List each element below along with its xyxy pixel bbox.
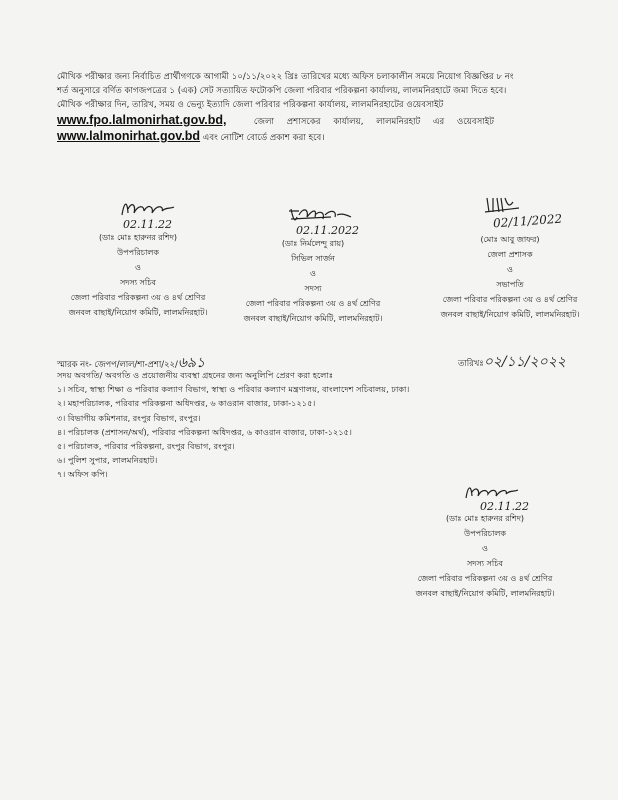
left-signatory-committee-1: জেলা পরিবার পরিকল্পনা ৩য় ও ৪র্থ শ্রেণির [70,293,206,302]
distribution-list [57,368,537,482]
para-line-2: শর্ত অনুসারে বর্ণিত কাগজপত্রের ১ (এক) সেট সত্যায়িত ফটোকপি জেলা পরিবার পরিকল্পনা কার্যালয়, লালমনিরহাটে জমা দিতে হবে। [57,86,507,96]
bottom-signature-date: 02.11.22 [480,500,529,513]
list-item: ৩। বিভাগীয় কমিশনার, রংপুর বিভাগ, রংপুর। [57,412,201,423]
center-signatory-and: ও [310,269,316,278]
bottom-signatory-designation: উপপরিচালক [464,529,506,538]
bottom-signatory [385,511,585,601]
list-item: ২। মহাপরিচালক, পরিবার পরিকল্পনা অধিদপ্তর, ৬ কাওরান বাজার, ঢাকা-১২১৫। [57,398,316,409]
left-signatory-and: ও [135,263,141,272]
para-line-3: মৌখিক পরীক্ষার দিন, তারিখ, সময় ও ভেন্যু ইত্যাদি জেলা পরিবার পরিকল্পনা কার্যালয়, লালমনিরহাটের ওয়েবসাইট [57,100,444,110]
center-signatory-committee-2: জনবল বাছাই/নিয়োগ কমিটি, লালমনিরহাট। [243,314,383,323]
right-signatory-name: (মোঃ আবু জাফর) [480,235,540,244]
bottom-signatory-and: ও [482,544,488,553]
left-signatory-designation: উপপরিচালক [117,248,159,257]
notice-paragraph [57,70,557,144]
right-signatory-committee-2: জনবল বাছাই/নিয়োগ কমিটি, লালমনিরহাট। [440,310,580,319]
right-signatory-and: ও [507,265,513,274]
center-signatory-name: (ডাঃ নির্মলেন্দু রায়) [281,239,345,248]
memo-date-handwritten: ০২/১১/২০২২ [483,354,566,370]
bottom-signature-mark [462,482,522,502]
left-signatory-role: সদস্য সচিব [120,278,156,287]
list-item: ৫। পরিচালক, পরিবার পরিকল্পনা, রংপুর বিভাগ, রংপুর। [57,441,235,452]
para-line-5: এবং নোটিশ বোর্ডে প্রকাশ করা হবে। [202,133,325,143]
bottom-signatory-committee-1: জেলা পরিবার পরিকল্পনা ৩য় ও ৪র্থ শ্রেণির [417,574,553,583]
district-website-link[interactable]: www.lalmonirhat.gov.bd [57,129,201,143]
list-item: ১। সচিব, স্বাস্থ্য শিক্ষা ও পরিবার কল্যাণ বিভাগ, স্বাস্থ্য ও পরিবার কল্যাণ মন্ত্রণালয়, বাংলাদেশ সচিবালয়, ঢাকা। [57,384,410,395]
center-signatory-committee-1: জেলা পরিবার পরিকল্পনা ৩য় ও ৪র্থ শ্রেণির [245,299,381,308]
bottom-signatory-committee-2: জনবল বাছাই/নিয়োগ কমিটি, লালমনিরহাট। [415,589,555,598]
center-signatory-role: সদস্য [304,284,322,293]
center-signatory-designation: সিভিল সার্জন [291,254,335,263]
memo-prefix: স্মারক নং- জেপপ/লাল/শা-প্রশা/২২/ [57,359,178,369]
para-line-1: মৌখিক পরীক্ষার জন্য নির্বাচিত প্রার্থীগণকে আগামী ১০/১১/২০২২ খ্রিঃ তারিখের মধ্যে অফিস চলাকালীন সময়ে নিয়োগ বিজ্ঞপ্তির ৮ নং [57,72,514,82]
right-signatory-role: সভাপতি [496,280,524,289]
right-signatory-committee-1: জেলা পরিবার পরিকল্পনা ৩য় ও ৪র্থ শ্রেণির [442,295,578,304]
list-item: ৭। অফিস কপি। [57,469,108,480]
para-line-4: জেলা প্রশাসকের কার্যালয়, লালমনিরহাট এর ওয়েবসাইট [253,117,494,127]
left-signature-mark [118,197,178,219]
memo-date-label: তারিখঃ [458,358,484,368]
center-signature-date: 02.11.2022 [296,224,359,237]
list-item: ৬। পুলিশ সুপার, লালমনিরহাট। [57,455,158,466]
distribution-intro: সদয় অবগতি/ অবগতি ও প্রয়োজনীয় ব্যবস্থা গ্রহনের জন্য অনুলিপি প্রেরণ করা হলোঃ [57,370,334,380]
list-item: ৪। পরিচালক (প্রশাসন/অর্থ), পরিবার পরিকল্পনা অধিদপ্তর, ৬ কাওরান বাজার, ঢাকা-১২১৫। [57,426,352,437]
memo-number-handwritten: ৬৯১ [177,355,206,371]
right-signatory-designation: জেলা প্রশাসক [487,250,533,259]
right-signatory [415,232,605,322]
left-signatory [48,230,228,320]
right-signature-date: 02/11/2022 [492,211,563,231]
left-signatory-name: (ডাঃ মোঃ হারুনর রশিদ) [98,233,178,242]
bottom-signatory-name: (ডাঃ মোঃ হারুনর রশিদ) [445,514,525,523]
fpo-website-link[interactable]: www.fpo.lalmonirhat.gov.bd, [57,113,227,127]
left-signatory-committee-2: জনবল বাছাই/নিয়োগ কমিটি, লালমনিরহাট। [68,308,208,317]
center-signatory [218,236,408,326]
left-signature-date: 02.11.22 [123,218,172,231]
bottom-signatory-role: সদস্য সচিব [467,559,503,568]
